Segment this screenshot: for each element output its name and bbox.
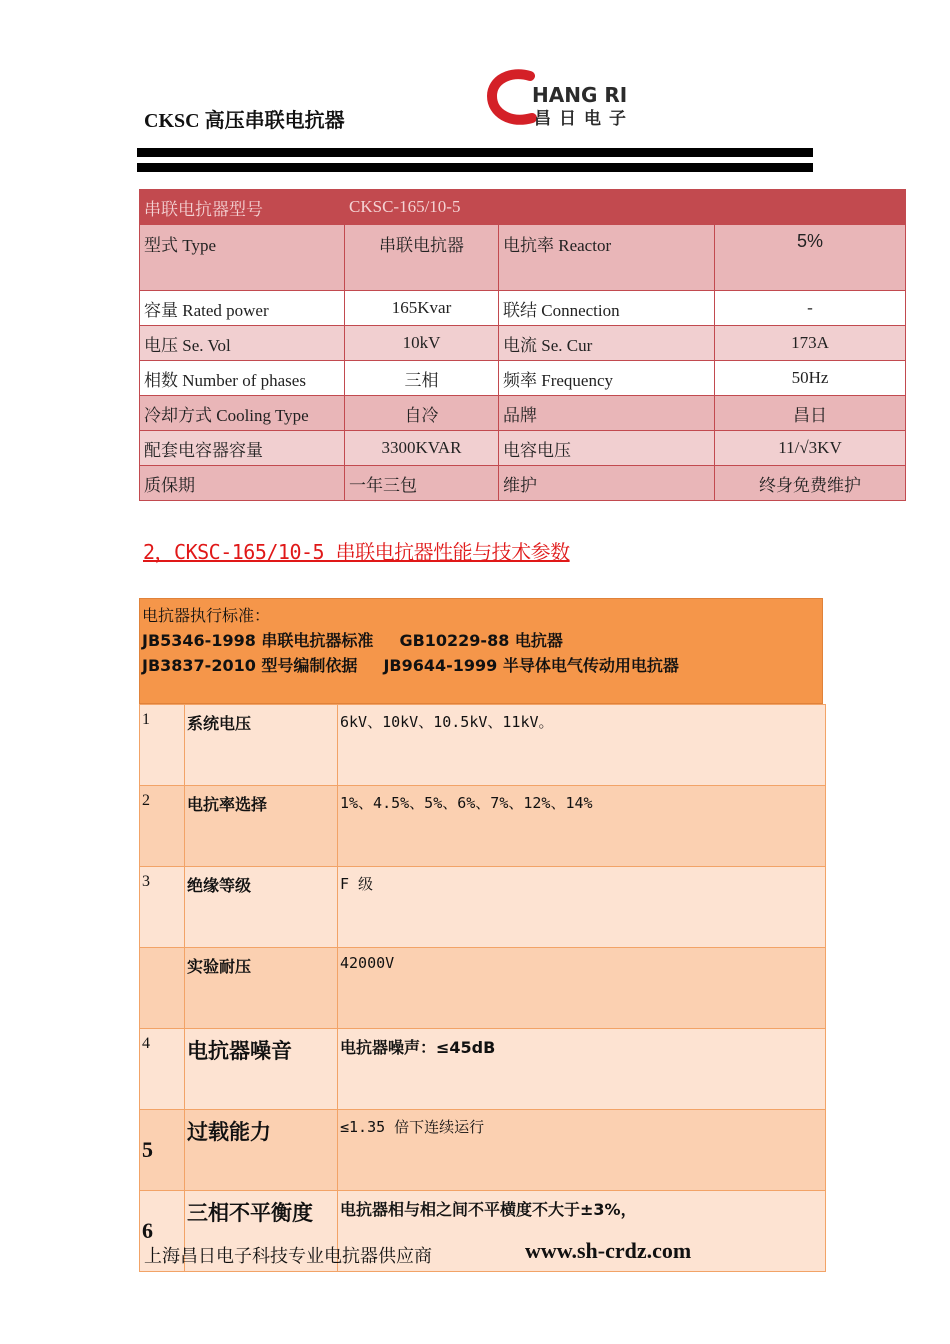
standard-item: JB3837-2010 型号编制依据 [142, 656, 358, 675]
model-value: CKSC-165/10-5 [345, 190, 906, 225]
spec-table [139, 189, 906, 501]
standards-line [142, 628, 822, 653]
param-value: 1%、4.5%、5%、6%、7%、12%、14% [338, 786, 826, 867]
cell-value: 串联电抗器 [345, 225, 499, 291]
row-number [140, 948, 185, 1029]
header-rule-thick [137, 148, 813, 157]
cell-label: 维护 [499, 466, 715, 501]
standard-item: JB5346-1998 串联电抗器标准 [142, 631, 374, 650]
param-value: F 级 [338, 867, 826, 948]
spec-header-row [140, 190, 906, 225]
table-row [140, 431, 906, 466]
cell-label: 联结 Connection [499, 291, 715, 326]
param-name: 电抗器噪音 [185, 1029, 338, 1110]
table-row [140, 225, 906, 291]
param-name: 电抗率选择 [185, 786, 338, 867]
table-row [140, 291, 906, 326]
cell-value: 自冷 [345, 396, 499, 431]
param-value: 电抗器噪声：≤45dB [338, 1029, 826, 1110]
row-number: 5 [140, 1110, 185, 1191]
cell-value: 3300KVAR [345, 431, 499, 466]
table-row [140, 396, 906, 431]
section-title: 2，CKSC-165/10-5 串联电抗器性能与技术参数 [143, 540, 570, 564]
row-number: 2 [140, 786, 185, 867]
cell-label: 电抗率 Reactor [499, 225, 715, 291]
cell-label: 电流 Se. Cur [499, 326, 715, 361]
header-rule-thick-2 [137, 163, 813, 172]
document-title: CKSC 高压串联电抗器 [144, 110, 345, 132]
param-value: 42000V [338, 948, 826, 1029]
param-value: 6kV、10kV、10.5kV、11kV。 [338, 705, 826, 786]
logo-text-en: HANG RI [532, 83, 628, 107]
row-number: 4 [140, 1029, 185, 1110]
standards-line [142, 653, 822, 678]
cell-label: 配套电容器容量 [140, 431, 345, 466]
param-name: 三相不平衡度 [185, 1191, 338, 1272]
param-name: 过载能力 [185, 1110, 338, 1191]
cell-label: 型式 Type [140, 225, 345, 291]
cell-label: 电压 Se. Vol [140, 326, 345, 361]
row-number: 3 [140, 867, 185, 948]
cell-value: 50Hz [715, 361, 906, 396]
cell-label: 品牌 [499, 396, 715, 431]
table-row [140, 1029, 826, 1110]
standard-item: JB9644-1999 半导体电气传动用电抗器 [383, 656, 679, 675]
param-value: 电抗器相与相之间不平横度不大于±3%， [338, 1191, 826, 1272]
table-row [140, 705, 826, 786]
row-number: 1 [140, 705, 185, 786]
cell-value: 一年三包 [345, 466, 499, 501]
param-name: 绝缘等级 [185, 867, 338, 948]
table-row [140, 466, 906, 501]
cell-value: 昌日 [715, 396, 906, 431]
standard-item: GB10229-88 电抗器 [399, 631, 563, 650]
param-name: 实验耐压 [185, 948, 338, 1029]
cell-value: 10kV [345, 326, 499, 361]
param-value: ≤1.35 倍下连续运行 [338, 1110, 826, 1191]
cell-value: 11/√3KV [715, 431, 906, 466]
footer-company: 上海昌日电子科技专业电抗器供应商 [144, 1246, 432, 1266]
cell-label: 相数 Number of phases [140, 361, 345, 396]
logo-text-cn: 昌日电子 [534, 109, 634, 128]
cell-value: 三相 [345, 361, 499, 396]
cell-label: 电容电压 [499, 431, 715, 466]
cell-value: 173A [715, 326, 906, 361]
cell-label: 容量 Rated power [140, 291, 345, 326]
cell-value: 165Kvar [345, 291, 499, 326]
cell-value: 终身免费维护 [715, 466, 906, 501]
table-row [140, 326, 906, 361]
cell-value: 5% [715, 225, 906, 291]
cell-label: 质保期 [140, 466, 345, 501]
table-row [140, 867, 826, 948]
table-row [140, 1110, 826, 1191]
row-number: 6 [140, 1191, 185, 1272]
cell-label: 频率 Frequency [499, 361, 715, 396]
table-row [140, 361, 906, 396]
company-logo [486, 66, 658, 128]
cell-value: - [715, 291, 906, 326]
model-label: 串联电抗器型号 [140, 190, 345, 225]
standards-box [139, 598, 823, 704]
cell-label: 冷却方式 Cooling Type [140, 396, 345, 431]
footer-website: www.sh-crdz.com [525, 1238, 692, 1263]
params-table [139, 704, 826, 1272]
table-row [140, 948, 826, 1029]
param-name: 系统电压 [185, 705, 338, 786]
table-row [140, 786, 826, 867]
standards-heading: 电抗器执行标准： [142, 606, 271, 625]
